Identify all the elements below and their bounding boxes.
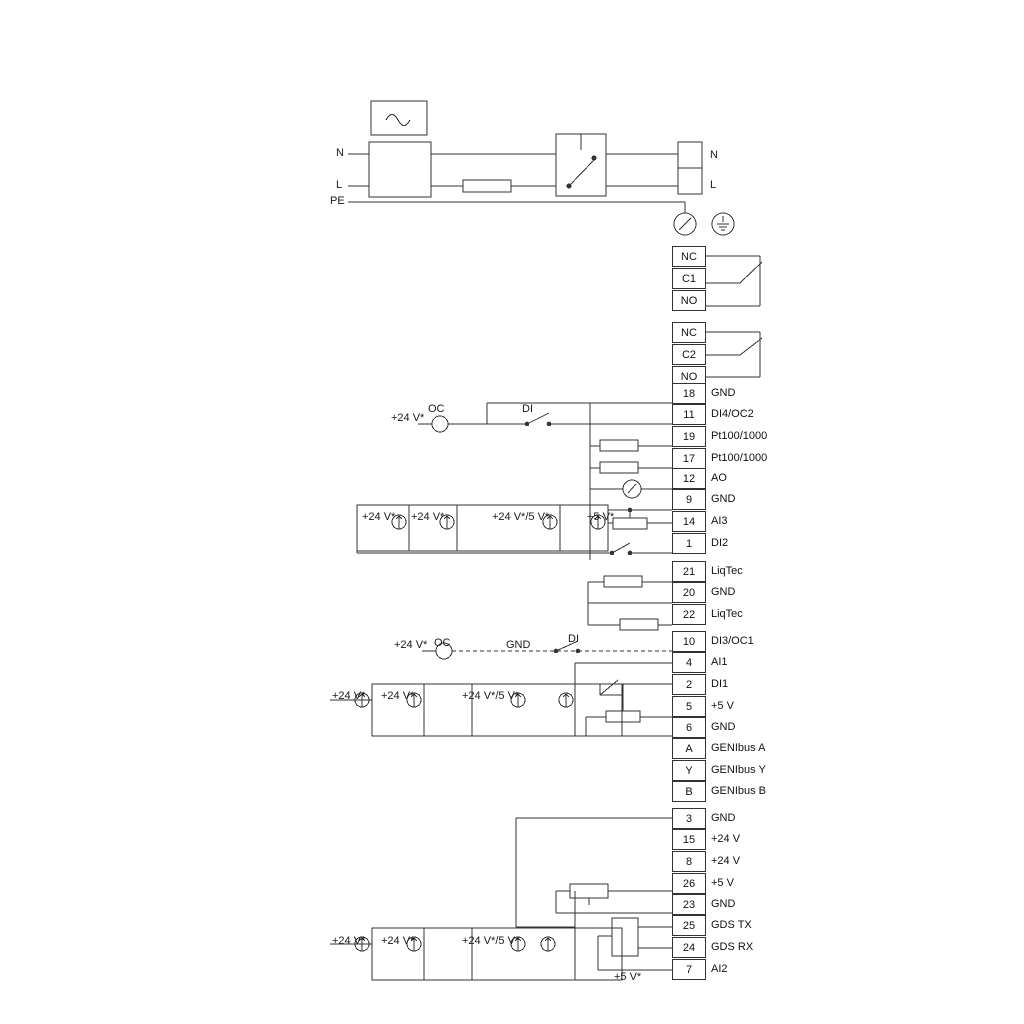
supply-24v-ai2-a: +24 V* [381, 935, 415, 947]
terminal-label-4: AI1 [711, 656, 728, 668]
terminal-tag: 9 [685, 493, 693, 506]
terminal-23[interactable] [672, 894, 706, 915]
terminal-label-17: Pt100/1000 [711, 452, 768, 464]
terminal-tag: 20 [682, 586, 696, 599]
neutral-in: N [336, 147, 344, 159]
terminal-tag: 26 [682, 877, 696, 890]
terminal-tag: 23 [682, 898, 696, 911]
terminal-tag: 15 [682, 833, 696, 846]
terminal-tag: 2 [685, 678, 693, 691]
terminal-label-B: GENIbus B [711, 785, 767, 797]
terminal-tag: 1 [685, 537, 693, 550]
terminal-label-19: Pt100/1000 [711, 430, 768, 442]
supply-24v-di3: +24 V* [394, 639, 428, 651]
terminal-label-1: DI2 [711, 537, 729, 549]
supply-24v-5v-ai2: +24 V*/5 V* [462, 935, 520, 947]
terminal-label-Y: GENIbus Y [711, 764, 766, 776]
terminal-17[interactable] [672, 448, 706, 469]
terminal-relay-4[interactable] [672, 344, 706, 365]
terminal-label-8: +24 V [711, 855, 741, 867]
digital-input-di1: DI [568, 633, 579, 645]
terminal-A[interactable] [672, 738, 706, 759]
open-collector-di3: OC [434, 637, 451, 649]
terminal-26[interactable] [672, 873, 706, 894]
terminal-label-25: GDS TX [711, 919, 752, 931]
terminal-label-26: +5 V [711, 877, 734, 889]
protective-earth: PE [330, 195, 345, 207]
line-in: L [336, 179, 343, 191]
terminal-tag: 17 [682, 452, 696, 465]
terminal-19[interactable] [672, 426, 706, 447]
terminal-label-A: GENIbus A [711, 742, 766, 754]
terminal-25[interactable] [672, 915, 706, 936]
terminal-tag: 7 [685, 963, 693, 976]
terminal-tag: 18 [682, 387, 696, 400]
terminal-tag: Y [685, 764, 693, 777]
terminal-label-2: DI1 [711, 678, 729, 690]
terminal-tag: C2 [681, 348, 697, 361]
terminal-relay-0[interactable] [672, 246, 706, 267]
terminal-tag: 14 [682, 515, 696, 528]
supply-24v-ai2-left: +24 V* [332, 935, 366, 947]
terminal-6[interactable] [672, 717, 706, 738]
terminal-tag: 25 [682, 919, 696, 932]
terminal-7[interactable] [672, 959, 706, 980]
terminal-tag: 10 [682, 635, 696, 648]
terminal-label-6: GND [711, 721, 736, 733]
open-collector-di4: OC [428, 403, 445, 415]
terminal-relay-3[interactable] [672, 322, 706, 343]
terminal-tag: 19 [682, 430, 696, 443]
terminal-tag: A [685, 742, 693, 755]
terminal-label-21: LiqTec [711, 565, 743, 577]
terminal-B[interactable] [672, 781, 706, 802]
terminal-tag: 11 [683, 408, 695, 421]
line-out: L [710, 179, 717, 191]
supply-24v-ai1-a: +24 V* [381, 690, 415, 702]
terminal-11[interactable] [672, 404, 706, 425]
terminal-label-22: LiqTec [711, 608, 743, 620]
terminal-label-20: GND [711, 586, 736, 598]
terminal-label-15: +24 V [711, 833, 741, 845]
terminal-24[interactable] [672, 937, 706, 958]
terminal-12[interactable] [672, 468, 706, 489]
terminal-8[interactable] [672, 851, 706, 872]
terminal-Y[interactable] [672, 760, 706, 781]
terminal-label-18: GND [711, 387, 736, 399]
terminal-22[interactable] [672, 604, 706, 625]
terminal-label-14: AI3 [711, 515, 728, 527]
terminal-10[interactable] [672, 631, 706, 652]
terminal-1[interactable] [672, 533, 706, 554]
terminal-tag: 12 [682, 472, 696, 485]
terminal-tag: NO [680, 370, 698, 383]
terminal-9[interactable] [672, 489, 706, 510]
terminal-tag: 22 [682, 608, 696, 621]
terminal-5[interactable] [672, 696, 706, 717]
terminal-label-12: AO [711, 472, 727, 484]
supply-24v-5v-ai3: +24 V*/5 V* [492, 511, 550, 523]
terminal-tag: 3 [685, 812, 693, 825]
terminal-21[interactable] [672, 561, 706, 582]
terminal-tag: 6 [685, 721, 693, 734]
neutral-out: N [710, 149, 718, 161]
digital-input-di4: DI [522, 403, 533, 415]
terminal-15[interactable] [672, 829, 706, 850]
supply-24v-ai3-a: +24 V* [362, 511, 396, 523]
terminal-18[interactable] [672, 383, 706, 404]
terminal-tag: 8 [685, 855, 693, 868]
terminal-tag: NC [681, 250, 697, 263]
supply-24v-ai1-left: +24 V* [332, 690, 366, 702]
terminal-20[interactable] [672, 582, 706, 603]
terminal-label-23: GND [711, 898, 736, 910]
terminal-label-11: DI4/OC2 [711, 408, 754, 420]
terminal-label-5: +5 V [711, 700, 734, 712]
terminal-2[interactable] [672, 674, 706, 695]
terminal-tag: C1 [681, 272, 697, 285]
terminal-label-9: GND [711, 493, 736, 505]
terminal-label-3: GND [711, 812, 736, 824]
supply-5v-ai2: +5 V* [614, 971, 642, 983]
terminal-14[interactable] [672, 511, 706, 532]
terminal-label-24: GDS RX [711, 941, 754, 953]
terminal-tag: 21 [682, 565, 696, 578]
supply-24v-di4: +24 V* [391, 412, 425, 424]
terminal-tag: 24 [682, 941, 696, 954]
terminal-tag: NO [680, 294, 698, 307]
ground-di3: GND [506, 639, 531, 651]
terminal-relay-1[interactable] [672, 268, 706, 289]
terminal-label-10: DI3/OC1 [711, 635, 754, 647]
terminal-tag: 5 [685, 700, 693, 713]
supply-24v-5v-ai1: +24 V*/5 V* [462, 690, 520, 702]
supply-24v-ai3-b: +24 V* [411, 511, 445, 523]
terminal-relay-2[interactable] [672, 290, 706, 311]
supply-5v-ai3: +5 V* [587, 511, 615, 523]
terminal-tag: B [685, 785, 693, 798]
terminal-tag: 4 [685, 656, 693, 669]
terminal-3[interactable] [672, 808, 706, 829]
terminal-4[interactable] [672, 652, 706, 673]
terminal-label-7: AI2 [711, 963, 728, 975]
terminal-tag: NC [681, 326, 697, 339]
